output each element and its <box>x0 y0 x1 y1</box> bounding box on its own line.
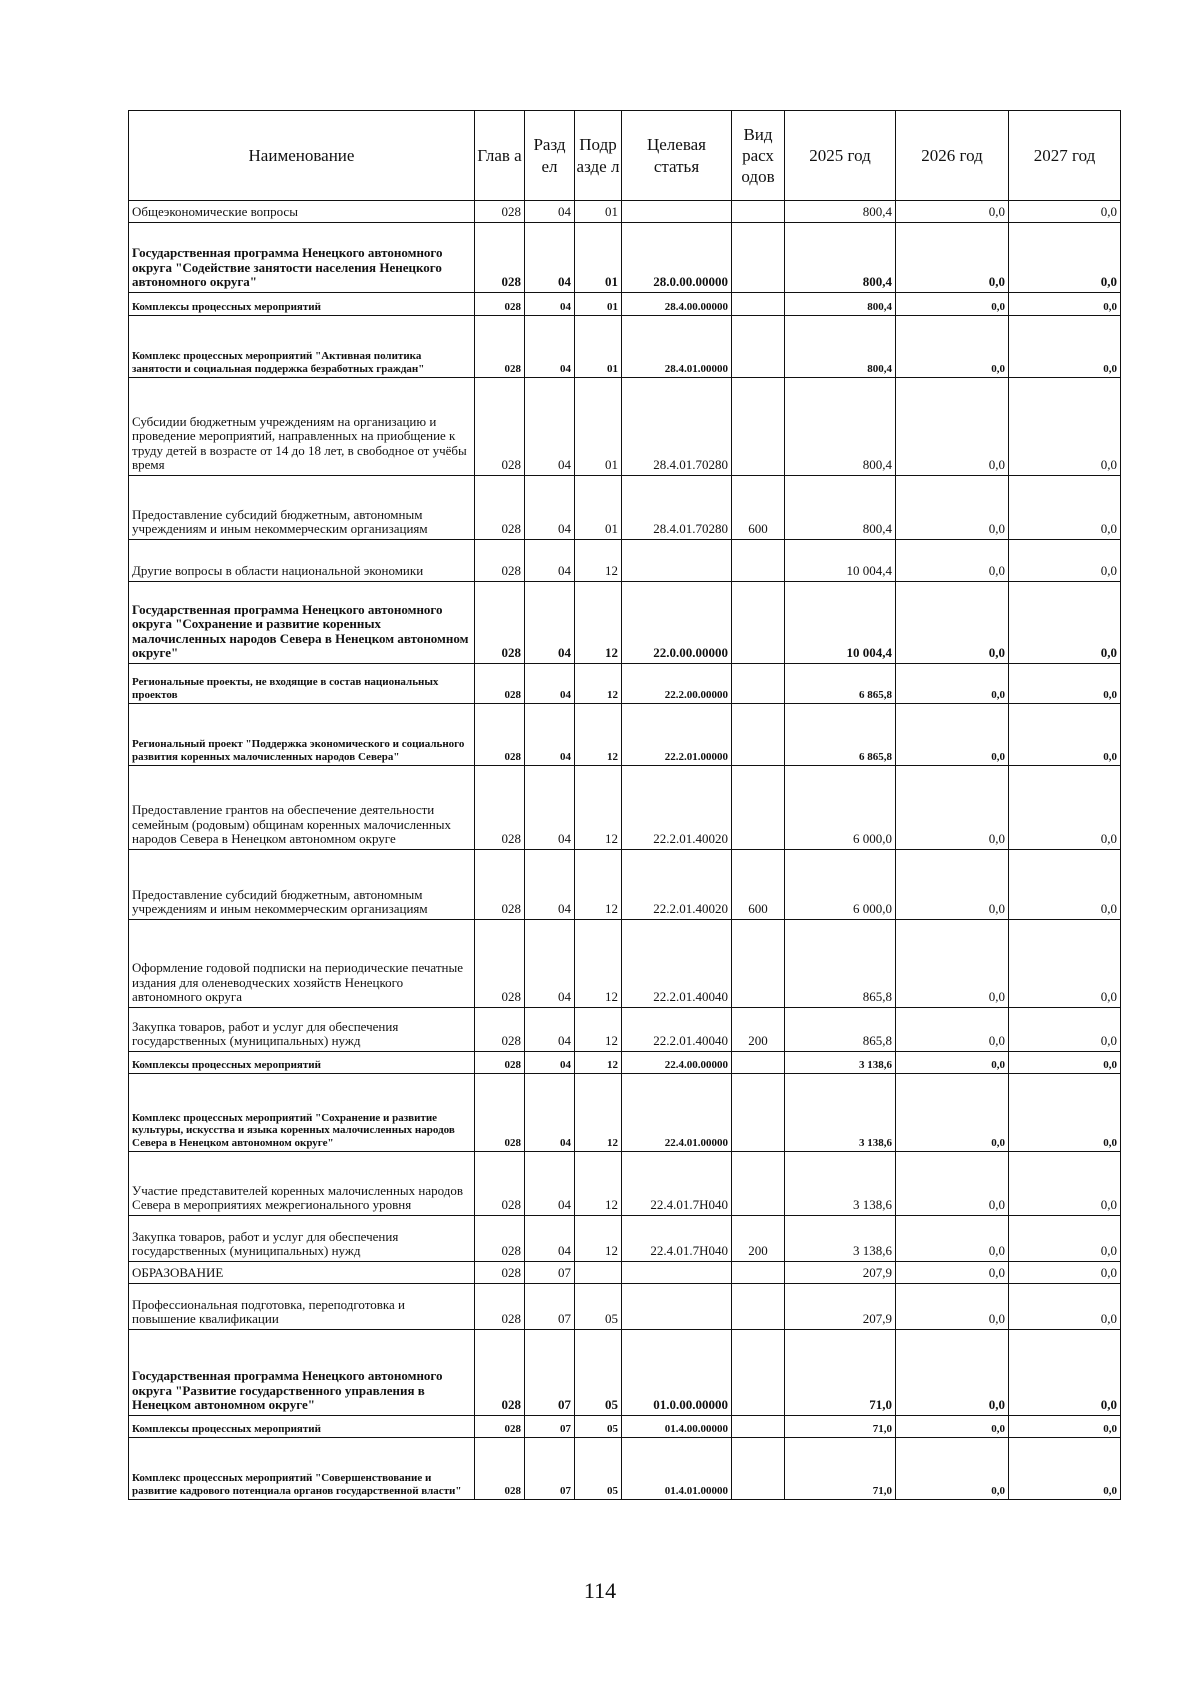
row-value-2025: 6 865,8 <box>785 704 896 766</box>
table-row <box>129 1216 1121 1262</box>
row-name: Комплекс процессных мероприятий "Совершенствование и развитие кадрового потенциала органов государственной власти" <box>129 1438 475 1500</box>
row-value-2026: 0,0 <box>896 850 1009 920</box>
row-value-2027: 0,0 <box>1009 476 1121 540</box>
header-celevaya-statya: Целевая статья <box>622 111 732 201</box>
row-razdel: 04 <box>525 850 575 920</box>
row-value-2026: 0,0 <box>896 1262 1009 1284</box>
row-value-2026: 0,0 <box>896 1052 1009 1074</box>
row-vid-raskhodov <box>732 223 785 293</box>
row-podrazdel: 05 <box>575 1438 622 1500</box>
row-vid-raskhodov <box>732 1416 785 1438</box>
row-value-2026: 0,0 <box>896 1438 1009 1500</box>
row-glava: 028 <box>475 1262 525 1284</box>
row-value-2025: 3 138,6 <box>785 1052 896 1074</box>
row-value-2027: 0,0 <box>1009 1008 1121 1052</box>
row-razdel: 07 <box>525 1438 575 1500</box>
table-row <box>129 664 1121 704</box>
row-value-2027: 0,0 <box>1009 664 1121 704</box>
row-vid-raskhodov: 600 <box>732 850 785 920</box>
row-value-2026: 0,0 <box>896 664 1009 704</box>
row-razdel: 04 <box>525 201 575 223</box>
row-value-2025: 3 138,6 <box>785 1216 896 1262</box>
table-row <box>129 223 1121 293</box>
row-celevaya-statya: 22.4.01.00000 <box>622 1074 732 1152</box>
row-value-2025: 71,0 <box>785 1438 896 1500</box>
table-row <box>129 704 1121 766</box>
row-celevaya-statya: 22.4.00.00000 <box>622 1052 732 1074</box>
table-row <box>129 920 1121 1008</box>
row-glava: 028 <box>475 850 525 920</box>
row-podrazdel: 12 <box>575 582 622 664</box>
row-vid-raskhodov <box>732 1438 785 1500</box>
row-value-2027: 0,0 <box>1009 582 1121 664</box>
row-celevaya-statya: 28.4.01.00000 <box>622 316 732 378</box>
row-value-2026: 0,0 <box>896 582 1009 664</box>
table-row <box>129 1008 1121 1052</box>
row-podrazdel: 01 <box>575 201 622 223</box>
row-razdel: 04 <box>525 1052 575 1074</box>
table-body <box>129 201 1121 1500</box>
row-name: Государственная программа Ненецкого автономного округа "Развитие государственного управления в Ненецком автономном округе" <box>129 1330 475 1416</box>
row-value-2026: 0,0 <box>896 223 1009 293</box>
row-podrazdel: 01 <box>575 378 622 476</box>
row-value-2025: 800,4 <box>785 476 896 540</box>
row-value-2027: 0,0 <box>1009 1074 1121 1152</box>
row-name: Предоставление грантов на обеспечение деятельности семейным (родовым) общинам коренных малочисленных народов Севера в Ненецком автономном округе <box>129 766 475 850</box>
row-value-2025: 6 000,0 <box>785 850 896 920</box>
row-vid-raskhodov <box>732 1330 785 1416</box>
row-podrazdel: 05 <box>575 1330 622 1416</box>
row-celevaya-statya <box>622 1262 732 1284</box>
row-name: Государственная программа Ненецкого автономного округа "Сохранение и развитие коренных малочисленных народов Севера в Ненецком автономном округе" <box>129 582 475 664</box>
row-value-2027: 0,0 <box>1009 1052 1121 1074</box>
row-podrazdel: 12 <box>575 1216 622 1262</box>
row-value-2025: 800,4 <box>785 316 896 378</box>
table-row <box>129 1152 1121 1216</box>
row-vid-raskhodov <box>732 378 785 476</box>
row-celevaya-statya <box>622 540 732 582</box>
row-podrazdel: 12 <box>575 704 622 766</box>
row-celevaya-statya: 01.4.00.00000 <box>622 1416 732 1438</box>
row-celevaya-statya: 22.2.01.40020 <box>622 850 732 920</box>
row-vid-raskhodov <box>732 1262 785 1284</box>
row-podrazdel: 12 <box>575 1074 622 1152</box>
header-vid-raskhodov: Вид расх одов <box>732 111 785 201</box>
row-name: Комплекс процессных мероприятий "Активная политика занятости и социальная поддержка безработных граждан" <box>129 316 475 378</box>
row-vid-raskhodov <box>732 1052 785 1074</box>
row-glava: 028 <box>475 1152 525 1216</box>
row-value-2026: 0,0 <box>896 316 1009 378</box>
row-celevaya-statya: 22.2.00.00000 <box>622 664 732 704</box>
row-name: Государственная программа Ненецкого автономного округа "Содействие занятости населения Ненецкого автономного округа" <box>129 223 475 293</box>
row-glava: 028 <box>475 1216 525 1262</box>
row-vid-raskhodov <box>732 1074 785 1152</box>
row-celevaya-statya: 22.2.01.00000 <box>622 704 732 766</box>
row-value-2027: 0,0 <box>1009 378 1121 476</box>
row-vid-raskhodov: 200 <box>732 1216 785 1262</box>
table-row <box>129 1330 1121 1416</box>
row-value-2026: 0,0 <box>896 920 1009 1008</box>
row-celevaya-statya: 22.0.00.00000 <box>622 582 732 664</box>
row-glava: 028 <box>475 582 525 664</box>
row-name: Комплекс процессных мероприятий "Сохранение и развитие культуры, искусства и языка коренных малочисленных народов Севера в Ненецком автономном округе" <box>129 1074 475 1152</box>
table-row <box>129 1416 1121 1438</box>
row-value-2025: 207,9 <box>785 1284 896 1330</box>
row-value-2025: 6 865,8 <box>785 664 896 704</box>
row-name: Предоставление субсидий бюджетным, автономным учреждениям и иным некоммерческим организациям <box>129 476 475 540</box>
row-razdel: 07 <box>525 1330 575 1416</box>
row-razdel: 04 <box>525 1152 575 1216</box>
row-value-2025: 800,4 <box>785 201 896 223</box>
row-glava: 028 <box>475 1438 525 1500</box>
row-vid-raskhodov <box>732 582 785 664</box>
row-value-2027: 0,0 <box>1009 540 1121 582</box>
table-row <box>129 378 1121 476</box>
table-row <box>129 201 1121 223</box>
row-vid-raskhodov <box>732 316 785 378</box>
row-glava: 028 <box>475 664 525 704</box>
header-year-2027: 2027 год <box>1009 111 1121 201</box>
row-value-2027: 0,0 <box>1009 766 1121 850</box>
row-value-2025: 3 138,6 <box>785 1074 896 1152</box>
row-value-2026: 0,0 <box>896 1416 1009 1438</box>
row-razdel: 04 <box>525 766 575 850</box>
row-vid-raskhodov <box>732 704 785 766</box>
row-name: ОБРАЗОВАНИЕ <box>129 1262 475 1284</box>
page-number: 114 <box>583 1578 617 1603</box>
row-value-2027: 0,0 <box>1009 1262 1121 1284</box>
row-value-2026: 0,0 <box>896 704 1009 766</box>
table-row <box>129 476 1121 540</box>
row-glava: 028 <box>475 316 525 378</box>
row-glava: 028 <box>475 1416 525 1438</box>
row-podrazdel: 01 <box>575 316 622 378</box>
row-razdel: 04 <box>525 540 575 582</box>
row-podrazdel <box>575 1262 622 1284</box>
row-razdel: 04 <box>525 293 575 316</box>
row-celevaya-statya <box>622 201 732 223</box>
header-year-2025: 2025 год <box>785 111 896 201</box>
table-row <box>129 1438 1121 1500</box>
row-podrazdel: 05 <box>575 1416 622 1438</box>
row-value-2026: 0,0 <box>896 476 1009 540</box>
row-podrazdel: 12 <box>575 540 622 582</box>
row-vid-raskhodov: 200 <box>732 1008 785 1052</box>
budget-table <box>128 110 1121 1500</box>
row-celevaya-statya: 22.4.01.7Н040 <box>622 1216 732 1262</box>
row-name: Предоставление субсидий бюджетным, автономным учреждениям и иным некоммерческим организациям <box>129 850 475 920</box>
row-value-2026: 0,0 <box>896 766 1009 850</box>
row-glava: 028 <box>475 704 525 766</box>
row-glava: 028 <box>475 540 525 582</box>
row-razdel: 04 <box>525 378 575 476</box>
row-value-2027: 0,0 <box>1009 1438 1121 1500</box>
row-value-2025: 6 000,0 <box>785 766 896 850</box>
row-name: Закупка товаров, работ и услуг для обеспечения государственных (муниципальных) нужд <box>129 1008 475 1052</box>
row-razdel: 04 <box>525 704 575 766</box>
row-name: Комплексы процессных мероприятий <box>129 1416 475 1438</box>
row-podrazdel: 12 <box>575 850 622 920</box>
row-vid-raskhodov <box>732 664 785 704</box>
row-value-2027: 0,0 <box>1009 920 1121 1008</box>
row-razdel: 04 <box>525 1074 575 1152</box>
table-row <box>129 1262 1121 1284</box>
table-row <box>129 293 1121 316</box>
row-value-2025: 865,8 <box>785 920 896 1008</box>
row-razdel: 07 <box>525 1262 575 1284</box>
row-name: Комплексы процессных мероприятий <box>129 293 475 316</box>
row-razdel: 04 <box>525 920 575 1008</box>
table-row <box>129 540 1121 582</box>
row-name: Комплексы процессных мероприятий <box>129 1052 475 1074</box>
row-celevaya-statya: 28.0.00.00000 <box>622 223 732 293</box>
row-value-2027: 0,0 <box>1009 223 1121 293</box>
row-value-2027: 0,0 <box>1009 201 1121 223</box>
row-value-2027: 0,0 <box>1009 704 1121 766</box>
row-vid-raskhodov <box>732 1152 785 1216</box>
row-value-2026: 0,0 <box>896 293 1009 316</box>
row-razdel: 07 <box>525 1416 575 1438</box>
row-value-2026: 0,0 <box>896 1330 1009 1416</box>
row-value-2025: 865,8 <box>785 1008 896 1052</box>
row-podrazdel: 05 <box>575 1284 622 1330</box>
row-value-2025: 3 138,6 <box>785 1152 896 1216</box>
row-name: Региональные проекты, не входящие в состав национальных проектов <box>129 664 475 704</box>
row-glava: 028 <box>475 378 525 476</box>
row-value-2027: 0,0 <box>1009 1284 1121 1330</box>
table-row <box>129 1284 1121 1330</box>
row-name: Профессиональная подготовка, переподготовка и повышение квалификации <box>129 1284 475 1330</box>
row-podrazdel: 01 <box>575 223 622 293</box>
row-vid-raskhodov <box>732 293 785 316</box>
header-razdel: Разд ел <box>525 111 575 201</box>
row-vid-raskhodov <box>732 201 785 223</box>
row-glava: 028 <box>475 1052 525 1074</box>
row-podrazdel: 12 <box>575 664 622 704</box>
row-value-2025: 800,4 <box>785 223 896 293</box>
row-value-2027: 0,0 <box>1009 1330 1121 1416</box>
row-glava: 028 <box>475 1008 525 1052</box>
row-podrazdel: 12 <box>575 1152 622 1216</box>
row-podrazdel: 01 <box>575 476 622 540</box>
row-glava: 028 <box>475 293 525 316</box>
row-value-2026: 0,0 <box>896 378 1009 476</box>
table-row <box>129 850 1121 920</box>
row-name: Субсидии бюджетным учреждениям на организацию и проведение мероприятий, направленных на приобщение к труду детей в возрасте от 14 до 18 лет, в свободное от учёбы время <box>129 378 475 476</box>
row-value-2026: 0,0 <box>896 1216 1009 1262</box>
row-vid-raskhodov <box>732 920 785 1008</box>
header-name: Наименование <box>129 111 475 201</box>
row-name: Закупка товаров, работ и услуг для обеспечения государственных (муниципальных) нужд <box>129 1216 475 1262</box>
row-glava: 028 <box>475 766 525 850</box>
row-name: Оформление годовой подписки на периодические печатные издания для оленеводческих хозяйств Ненецкого автономного округа <box>129 920 475 1008</box>
row-value-2027: 0,0 <box>1009 1152 1121 1216</box>
row-glava: 028 <box>475 1074 525 1152</box>
header-year-2026: 2026 год <box>896 111 1009 201</box>
row-vid-raskhodov <box>732 1284 785 1330</box>
row-celevaya-statya: 22.2.01.40040 <box>622 920 732 1008</box>
row-razdel: 04 <box>525 1008 575 1052</box>
row-value-2026: 0,0 <box>896 1074 1009 1152</box>
row-glava: 028 <box>475 1330 525 1416</box>
row-razdel: 04 <box>525 476 575 540</box>
row-value-2026: 0,0 <box>896 540 1009 582</box>
table-header-row <box>129 111 1121 201</box>
table-row <box>129 766 1121 850</box>
row-value-2026: 0,0 <box>896 1152 1009 1216</box>
row-celevaya-statya: 01.4.01.00000 <box>622 1438 732 1500</box>
row-razdel: 04 <box>525 223 575 293</box>
row-vid-raskhodov: 600 <box>732 476 785 540</box>
row-glava: 028 <box>475 223 525 293</box>
row-value-2027: 0,0 <box>1009 1416 1121 1438</box>
row-razdel: 04 <box>525 582 575 664</box>
row-name: Другие вопросы в области национальной экономики <box>129 540 475 582</box>
row-podrazdel: 01 <box>575 293 622 316</box>
row-name: Участие представителей коренных малочисленных народов Севера в мероприятиях межрегионального уровня <box>129 1152 475 1216</box>
row-glava: 028 <box>475 920 525 1008</box>
row-value-2027: 0,0 <box>1009 1216 1121 1262</box>
row-celevaya-statya: 22.2.01.40020 <box>622 766 732 850</box>
row-value-2025: 10 004,4 <box>785 582 896 664</box>
row-celevaya-statya: 22.4.01.7Н040 <box>622 1152 732 1216</box>
row-podrazdel: 12 <box>575 1008 622 1052</box>
row-celevaya-statya: 28.4.01.70280 <box>622 378 732 476</box>
row-value-2027: 0,0 <box>1009 293 1121 316</box>
table-row <box>129 582 1121 664</box>
row-celevaya-statya: 28.4.01.70280 <box>622 476 732 540</box>
row-razdel: 07 <box>525 1284 575 1330</box>
row-razdel: 04 <box>525 664 575 704</box>
row-value-2027: 0,0 <box>1009 316 1121 378</box>
row-name: Общеэкономические вопросы <box>129 201 475 223</box>
row-podrazdel: 12 <box>575 1052 622 1074</box>
header-glava: Глав а <box>475 111 525 201</box>
row-value-2025: 207,9 <box>785 1262 896 1284</box>
table-row <box>129 1074 1121 1152</box>
row-glava: 028 <box>475 201 525 223</box>
row-celevaya-statya <box>622 1284 732 1330</box>
table-row <box>129 316 1121 378</box>
row-value-2027: 0,0 <box>1009 850 1121 920</box>
row-celevaya-statya: 22.2.01.40040 <box>622 1008 732 1052</box>
row-value-2025: 10 004,4 <box>785 540 896 582</box>
row-vid-raskhodov <box>732 540 785 582</box>
row-razdel: 04 <box>525 1216 575 1262</box>
header-podrazdel: Подр азде л <box>575 111 622 201</box>
row-value-2026: 0,0 <box>896 201 1009 223</box>
row-celevaya-statya: 28.4.00.00000 <box>622 293 732 316</box>
row-glava: 028 <box>475 476 525 540</box>
row-value-2025: 800,4 <box>785 378 896 476</box>
row-value-2026: 0,0 <box>896 1008 1009 1052</box>
row-vid-raskhodov <box>732 766 785 850</box>
row-podrazdel: 12 <box>575 920 622 1008</box>
row-value-2025: 800,4 <box>785 293 896 316</box>
row-value-2025: 71,0 <box>785 1330 896 1416</box>
row-celevaya-statya: 01.0.00.00000 <box>622 1330 732 1416</box>
row-glava: 028 <box>475 1284 525 1330</box>
row-value-2025: 71,0 <box>785 1416 896 1438</box>
row-value-2026: 0,0 <box>896 1284 1009 1330</box>
row-name: Региональный проект "Поддержка экономического и социального развития коренных малочисленных народов Севера" <box>129 704 475 766</box>
table-row <box>129 1052 1121 1074</box>
row-podrazdel: 12 <box>575 766 622 850</box>
row-razdel: 04 <box>525 316 575 378</box>
